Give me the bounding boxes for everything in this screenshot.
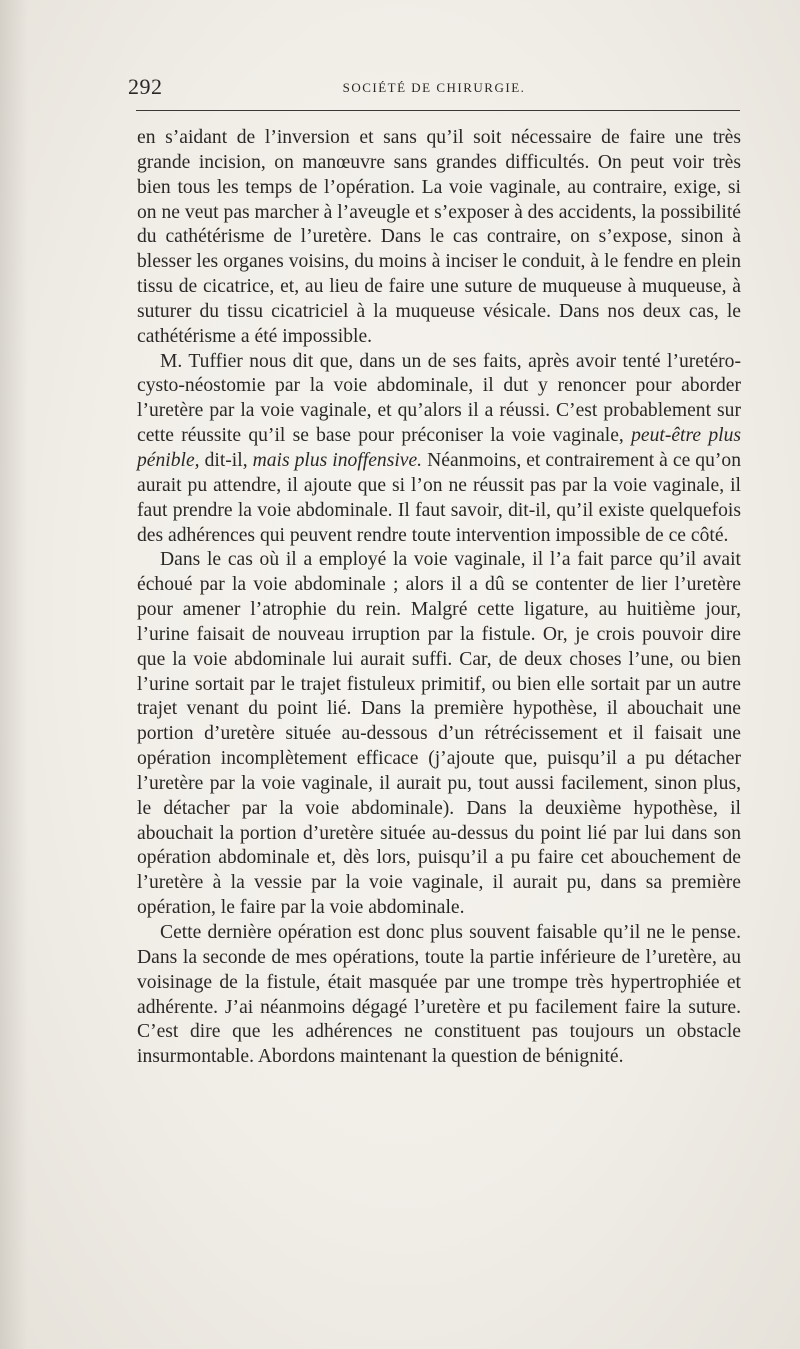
paragraph-2-part2: dit-il, <box>204 449 248 471</box>
body-text <box>137 126 741 1070</box>
header-rule <box>136 110 740 111</box>
running-title: SOCIÉTÉ DE CHIRURGIE. <box>342 80 526 95</box>
page-header <box>128 72 740 102</box>
page-number: 292 <box>128 74 163 99</box>
paragraph-1: en s’aidant de l’inversion et sans qu’il soit nécessaire de faire une très grande incision, on manœuvre sans grandes difficultés. On peut voir très bien tous les temps de l’opération. La voie vaginale, au contraire, exige, si on ne veut pas marcher à l’aveugle et s’exposer à des accidents, la possibilité du cathétérisme de l’uretère. Dans le cas contraire, on s’expose, sinon à blesser les organes voisins, du moins à inciser le conduit, à le fendre en plein tissu de cicatrice, et, au lieu de faire une suture de muqueuse à muqueuse, à suturer du tissu cicatriciel à la muqueuse vésicale. Dans nos deux cas, le cathétérisme a été impossible. <box>137 127 741 347</box>
paragraph-2-part1: M. Tuffier nous dit que, dans un de ses faits, après avoir tenté l’uretéro-cysto-néostomie par la voie abdominale, il dut y renoncer pour aborder l’uretère par la voie vaginale, et qu’alors il a réussi. C’est probablement sur cette réussite qu’il se base pour préconiser la voie vaginale, <box>137 350 741 447</box>
paragraph-2-part3: Néanmoins, et contrairement à ce qu’on aurait pu attendre, il ajoute que si l’on ne réussit pas par la voie vaginale, il faut prendre la voie abdominale. Il faut savoir, dit-il, qu’il existe quelquefois des adhérences qui peuvent rendre toute intervention impossible de ce côté. <box>137 449 741 546</box>
paragraph-3: Dans le cas où il a employé la voie vaginale, il l’a fait parce qu’il avait échoué par la voie abdominale ; alors il a dû se contenter de lier l’uretère pour amener l’atrophie du rein. Malgré cette ligature, au huitième jour, l’urine faisait de nouveau irruption par la fistule. Or, je crois pouvoir dire que la voie abdominale lui aurait suffi. Car, de deux choses l’une, ou bien l’urine sortait par le trajet fistuleux primitif, ou bien elle sortait par un autre trajet venant du point lié. Dans la première hypothèse, il abouchait une portion d’uretère située au-dessous d’un rétrécissement et il faisait une opération incomplètement efficace (j’ajoute que, puisqu’il a pu détacher l’uretère par la voie vaginale, il aurait pu, tout aussi facilement, sinon plus, le détacher par la voie abdominale). Dans la deuxième hypothèse, il abouchait la portion d’uretère située au-dessus du point lié par lui dans son opération abdominale et, dès lors, puisqu’il a pu faire cet abouchement de l’uretère à la vessie par la voie vaginale, il aurait pu, dans sa première opération, le faire par la voie abdominale. <box>137 549 741 919</box>
page-gutter-shadow <box>0 0 28 1349</box>
paragraph-2-italic1: peut-être plus pénible, <box>137 425 741 471</box>
paragraph-4: Cette dernière opération est donc plus souvent faisable qu’il ne le pense. Dans la seconde de mes opérations, toute la partie inférieure de l’uretère, au voisinage de la fistule, était masquée par une trompe très hypertrophiée et adhérente. J’ai néanmoins dégagé l’uretère et pu facilement faire la suture. C’est dire que les adhérences ne constituent pas toujours un obstacle insurmontable. Abordons maintenant la question de bénignité. <box>137 922 741 1068</box>
paragraph-2 <box>137 350 741 549</box>
paragraph-2-italic2: mais plus inoffensive. <box>252 449 423 471</box>
